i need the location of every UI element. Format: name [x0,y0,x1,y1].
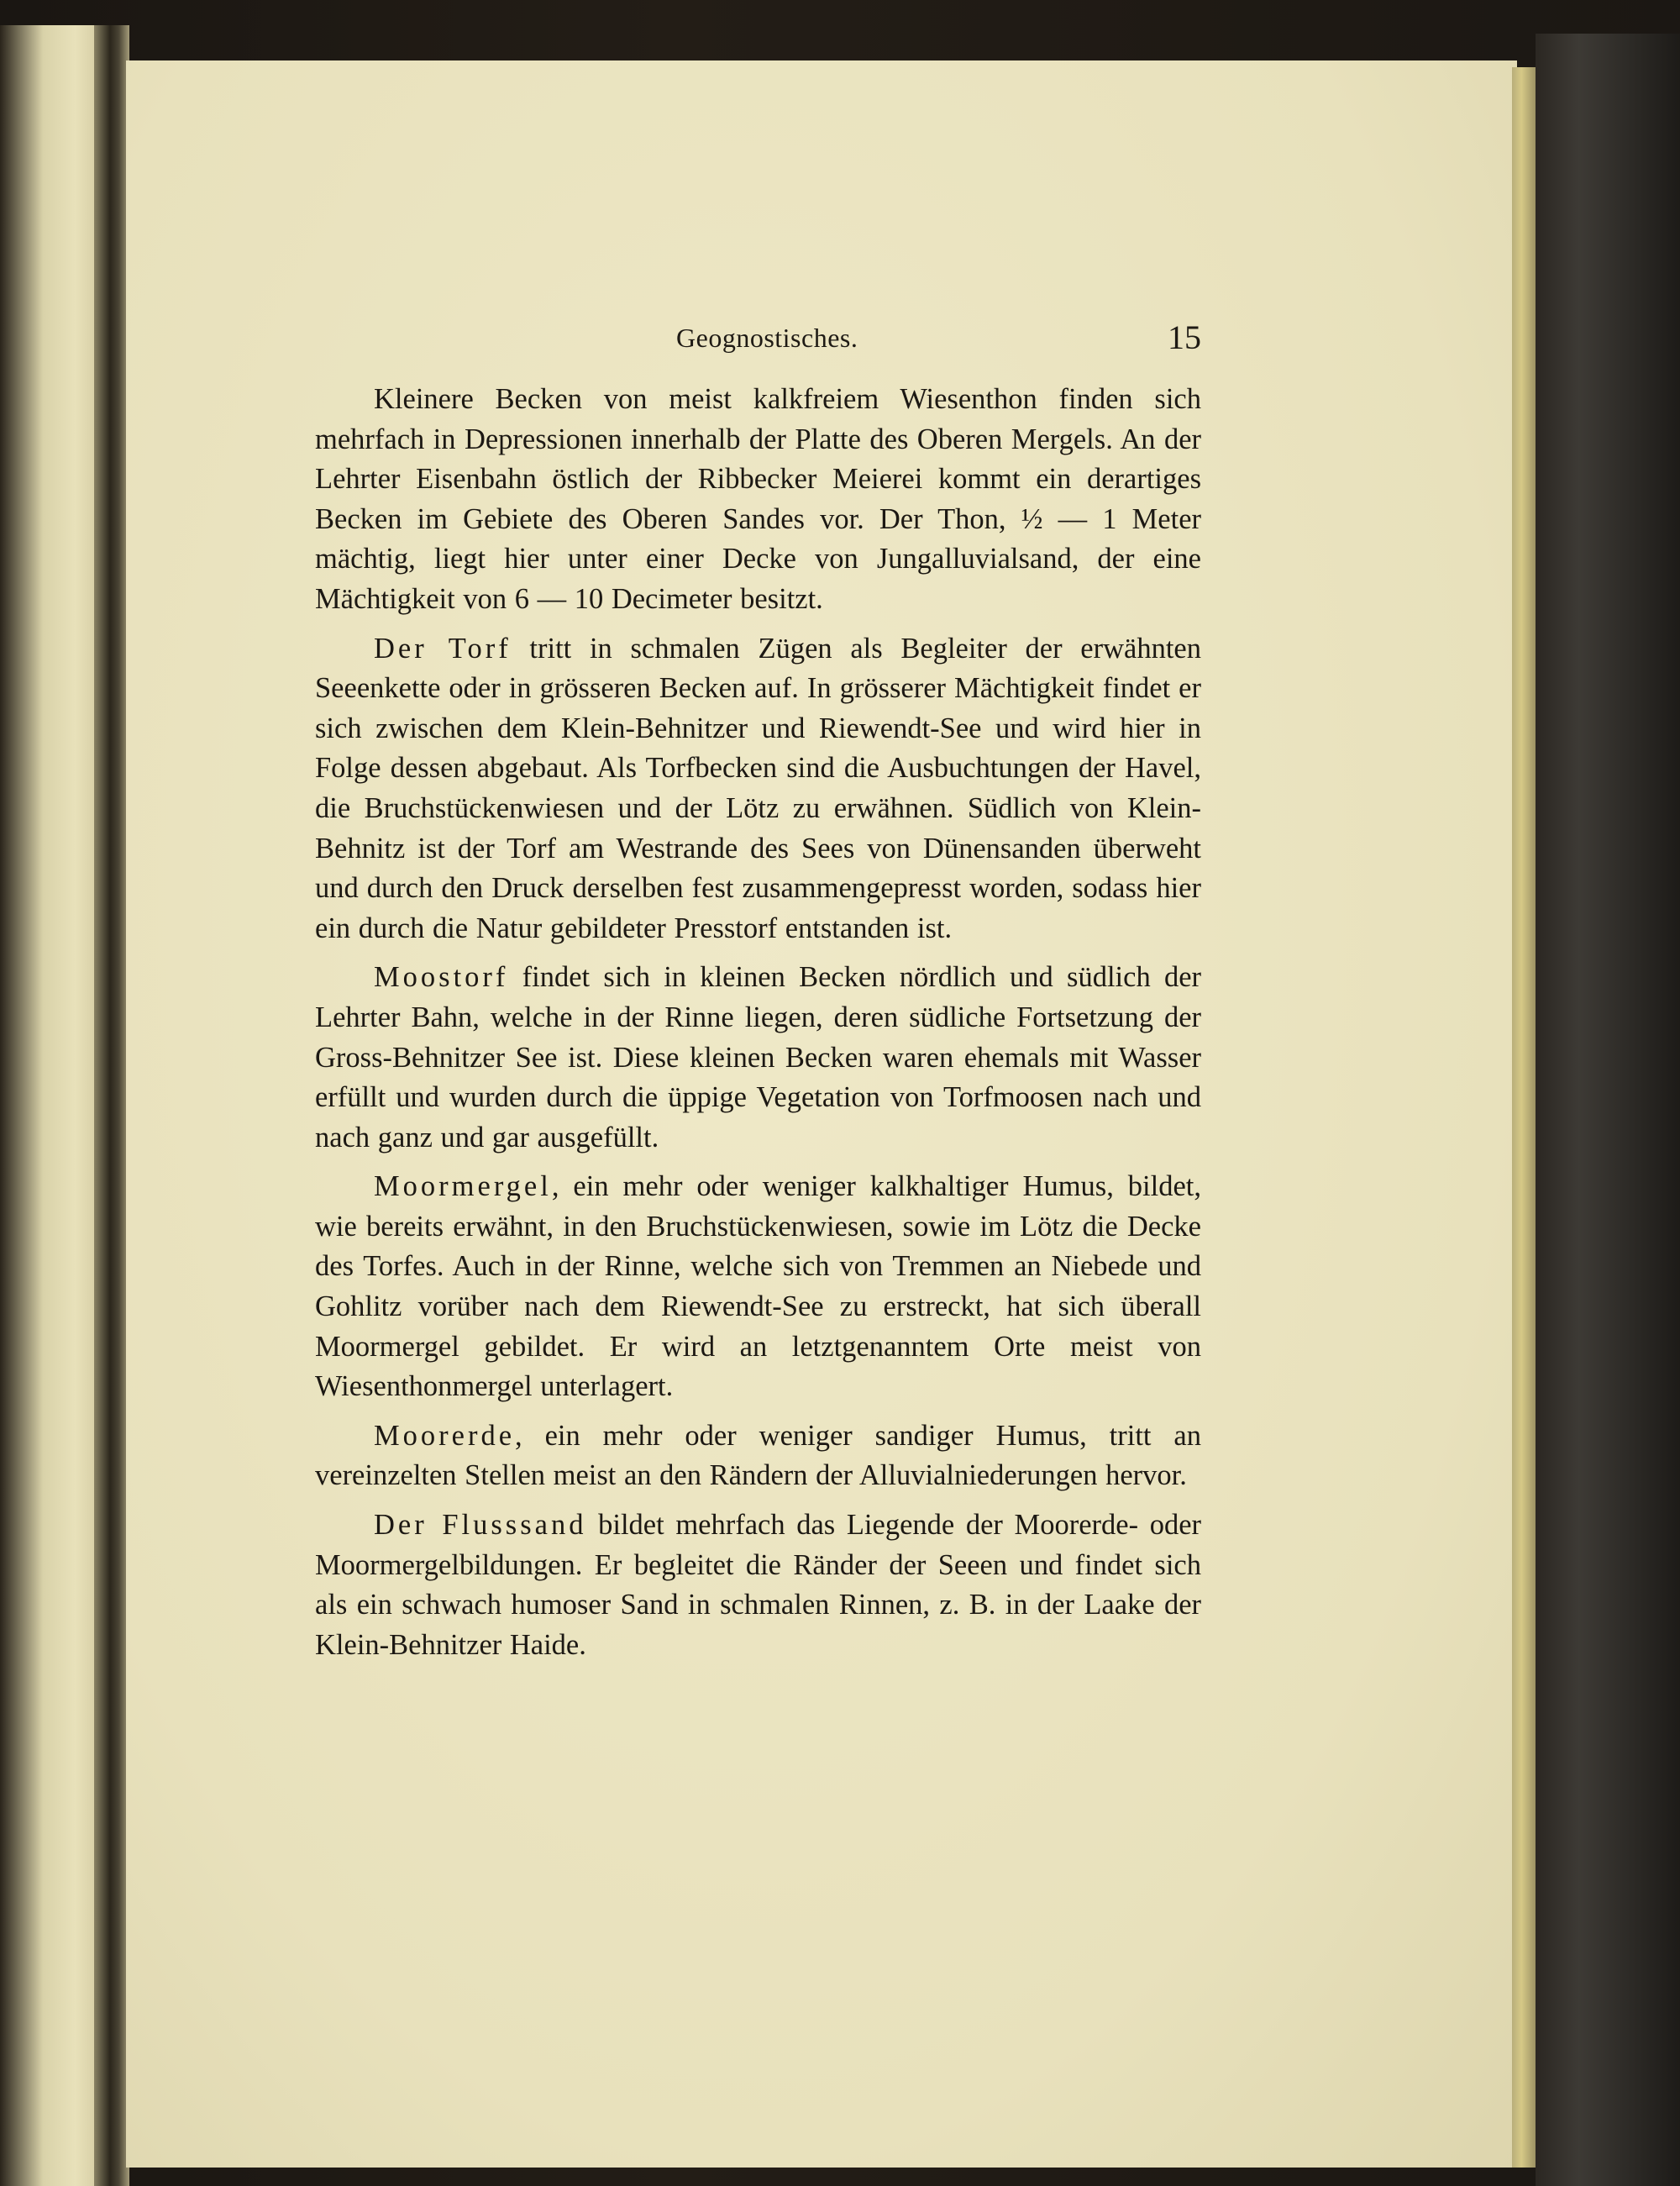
book-gutter [94,25,129,2186]
paragraph-moostorf [315,958,1201,1158]
paragraph-text: Kleinere Becken von meist kalkfreiem Wiesenthon finden sich mehrfach in Depressionen innerhalb der Platte des Oberen Mergels. An der Lehrter Eisenbahn östlich der Ribbecker Meierei kommt ein derartiges Becken im Gebiete des Oberen Sandes vor. Der Thon, ½ — 1 Meter mächtig, liegt hier unter einer Decke von Jungalluvialsand, der eine Mächtigkeit von 6 — 10 Decimeter besitzt. [315,383,1201,615]
paragraph-text: , ein mehr oder weniger kalkhaltiger Humus, bildet, wie bereits erwähnt, in den Bruchstückenwiesen, sowie im Lötz die Decke des Torfes. Auch in der Rinne, welche sich von Tremmen an Niebede und Gohlitz vorüber nach dem Riewendt-See zu erstreckt, hat sich überall Moormergel gebildet. Er wird an letztgenanntem Orte meist von Wiesenthonmergel unterlagert. [315,1170,1201,1403]
book-cover-right [1536,34,1680,2186]
paragraph-text: findet sich in kleinen Becken nördlich und südlich der Lehrter Bahn, welche in der Rinne liegen, deren südliche Fortsetzung der Gross-Behnitzer See ist. Diese kleinen Becken waren ehemals mit Wasser erfüllt und wurden durch die üppige Vegetation von Torfmoosen nach und nach ganz und gar ausgefüllt. [315,961,1201,1153]
paragraph-lead-term: Der Torf [374,632,512,665]
left-page-edge [0,25,108,2186]
paragraph-lead-term: Der Flusssand [374,1509,587,1542]
running-title: Geognostisches. [676,323,858,353]
paragraph-lead-term: Moostorf [374,961,509,994]
paragraph-lead-term: Moorerde [374,1419,516,1452]
body-text [315,380,1201,1674]
paragraph-text: tritt in schmalen Zügen als Begleiter der erwähnten Seeenkette oder in grösseren Becken auf. In grösserer Mächtigkeit findet er sich zwischen dem Klein-Behnitzer und Riewendt-See und wird hier in Folge dessen abgebaut. Als Torfbecken sind die Ausbuchtungen der Havel, die Bruchstückenwiesen und der Lötz zu erwähnen. Südlich von Klein-Behnitz ist der Torf am Westrande des Sees von Dünensanden überweht und durch den Druck derselben fest zusammengepresst worden, sodass hier ein durch die Natur gebildeter Presstorf entstanden ist. [315,632,1201,944]
paragraph-torf [315,629,1201,949]
paragraph-text: , ein mehr oder weniger sandiger Humus, tritt an vereinzelten Stellen meist an den Rändern der Alluvialniederungen hervor. [315,1419,1201,1492]
paragraph-lead-term: Moormergel [374,1170,552,1203]
page-number: 15 [1168,318,1201,356]
paragraph-wiesenthon [315,380,1201,620]
paragraph-moormergel [315,1167,1201,1407]
page-fore-edge [1512,67,1536,2168]
paragraph-text: bildet mehrfach das Liegende der Moorerde- oder Moormergelbildungen. Er begleitet die Ränder der Seeen und findet sich als ein schwach humoser Sand in schmalen Rinnen, z. B. in der Laake der Klein-Behnitzer Haide. [315,1509,1201,1661]
paragraph-flusssand [315,1506,1201,1665]
running-head [315,318,1201,360]
paragraph-moorerde [315,1416,1201,1496]
